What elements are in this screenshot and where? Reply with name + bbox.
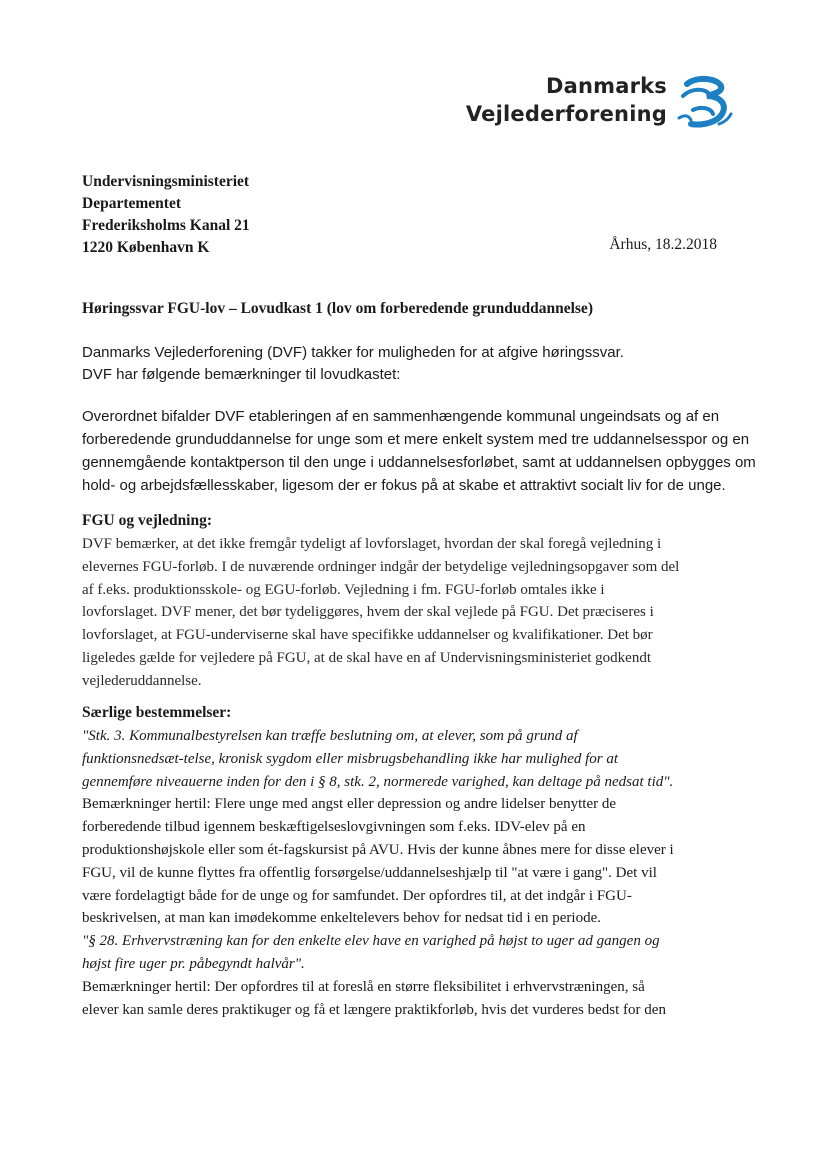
quote-line: gennemføre niveauerne inden for den i § 8, stk. 2, normerede varighed, kan deltage på nedsat tid". — [82, 773, 674, 790]
remark-line: Bemærkninger hertil: Flere unge med angst eller depression og andre lidelser benytter de — [82, 796, 617, 813]
intro-paragraph — [82, 342, 742, 386]
overview-line: hold- og arbejdsfællesskaber, ligesom der er fokus på at skabe et attraktivt socialt liv for de unge. — [82, 477, 726, 494]
logo-text — [466, 72, 667, 128]
section-heading-special: Særlige bestemmelser: — [82, 704, 232, 721]
address-line-1: Undervisningsministeriet — [82, 173, 250, 190]
quote-line: højst fire uger pr. påbegyndt halvår". — [82, 955, 305, 972]
letter-date: Århus, 18.2.2018 — [609, 236, 717, 253]
address-line-4: 1220 København K — [82, 239, 210, 256]
remark-line: forberedende tilbud igennem beskæftigelseslovgivningen som f.eks. IDV-elev på en — [82, 819, 586, 836]
remark-line: produktionshøjskole eller som ét-fagskursist på AVU. Hvis der kunne åbnes mere for disse elever i — [82, 841, 674, 858]
intro-line-1: Danmarks Vejlederforening (DVF) takker for muligheden for at afgive høringssvar. — [82, 344, 624, 361]
overview-line: gennemgående kontaktperson til den unge i uddannelsesforløbet, samt at uddannelsen opbygges om — [82, 454, 756, 471]
remark-line: beskrivelsen, at man kan imødekomme enkeltelevers behov for nedsat tid i en periode. — [82, 910, 602, 927]
section-fgu-line: ligeledes gælde for vejledere på FGU, at de skal have en af Undervisningsministeriet godkendt — [82, 649, 652, 666]
remark-line: Bemærkninger hertil: Der opfordres til at foreslå en større fleksibilitet i erhvervstræningen, så — [82, 978, 645, 995]
remark-line: FGU, vil de kunne flyttes fra offentlig forsørgelse/uddannelseshjælp til "at være i gang". Det vil — [82, 864, 657, 881]
logo-line-2: Vejlederforening — [465, 102, 667, 126]
section-fgu-line: DVF bemærker, at det ikke fremgår tydeligt af lovforslaget, hvordan der skal foregå vejledning i — [82, 536, 662, 552]
quote-line: funktionsnedsæt-telse, kronisk sygdom eller misbrugsbehandling ikke har mulighed for at — [82, 750, 619, 767]
section-fgu-body — [82, 533, 742, 693]
letter-title: Høringssvar FGU-lov – Lovudkast 1 (lov om forberedende grunduddannelse) — [82, 300, 593, 317]
logo-line-1: Danmarks — [545, 74, 667, 98]
section-fgu-line: lovforslaget. DVF mener, det bør tydeliggøres, hvem der skal vejlede på FGU. Det præciseres i — [82, 604, 654, 621]
section-special-body — [82, 725, 742, 1021]
section-fgu-line: vejlederuddannelse. — [82, 672, 202, 689]
address-line-2: Departementet — [82, 195, 181, 212]
overview-line: Overordnet bifalder DVF etableringen af en sammenhængende kommunal ungeindsats og af en — [82, 408, 720, 425]
quote-line: "§ 28. Erhvervstræning kan for den enkelte elev have en varighed på højst to uger ad gangen og — [82, 933, 660, 950]
remark-line: være fordelagtigt både for de unge og for samfundet. Der opfordres til, at det indgår i FGU- — [82, 887, 632, 904]
recipient-address — [82, 171, 250, 259]
overview-line: forberedende grunduddannelse for unge som et mere enkelt system med tre uddannelsesspor og en — [82, 431, 750, 448]
dvf-logo — [465, 72, 735, 134]
swirl-logo-icon — [673, 74, 735, 132]
overview-paragraph — [82, 405, 756, 497]
intro-line-2: DVF har følgende bemærkninger til lovudkastet: — [82, 366, 401, 383]
address-line-3: Frederiksholms Kanal 21 — [82, 217, 250, 234]
section-heading-fgu: FGU og vejledning: — [82, 512, 213, 529]
section-fgu-line: elevernes FGU-forløb. I de nuværende ordninger indgår der betydelige vejledningsopgaver som del — [82, 558, 680, 575]
quote-line: "Stk. 3. Kommunalbestyrelsen kan træffe beslutning om, at elever, som på grund af — [82, 728, 578, 744]
section-fgu-line: lovforslaget, at FGU-underviserne skal have specifikke uddannelser og kvalifikationer. Det bør — [82, 627, 653, 644]
section-fgu-line: af f.eks. produktionsskole- og EGU-forløb. Vejledning i fm. FGU-forløb omtales ikke i — [82, 581, 605, 598]
remark-line: elever kan samle deres praktikuger og få et længere praktikforløb, hvis det vurderes bedst for den — [82, 1001, 666, 1018]
